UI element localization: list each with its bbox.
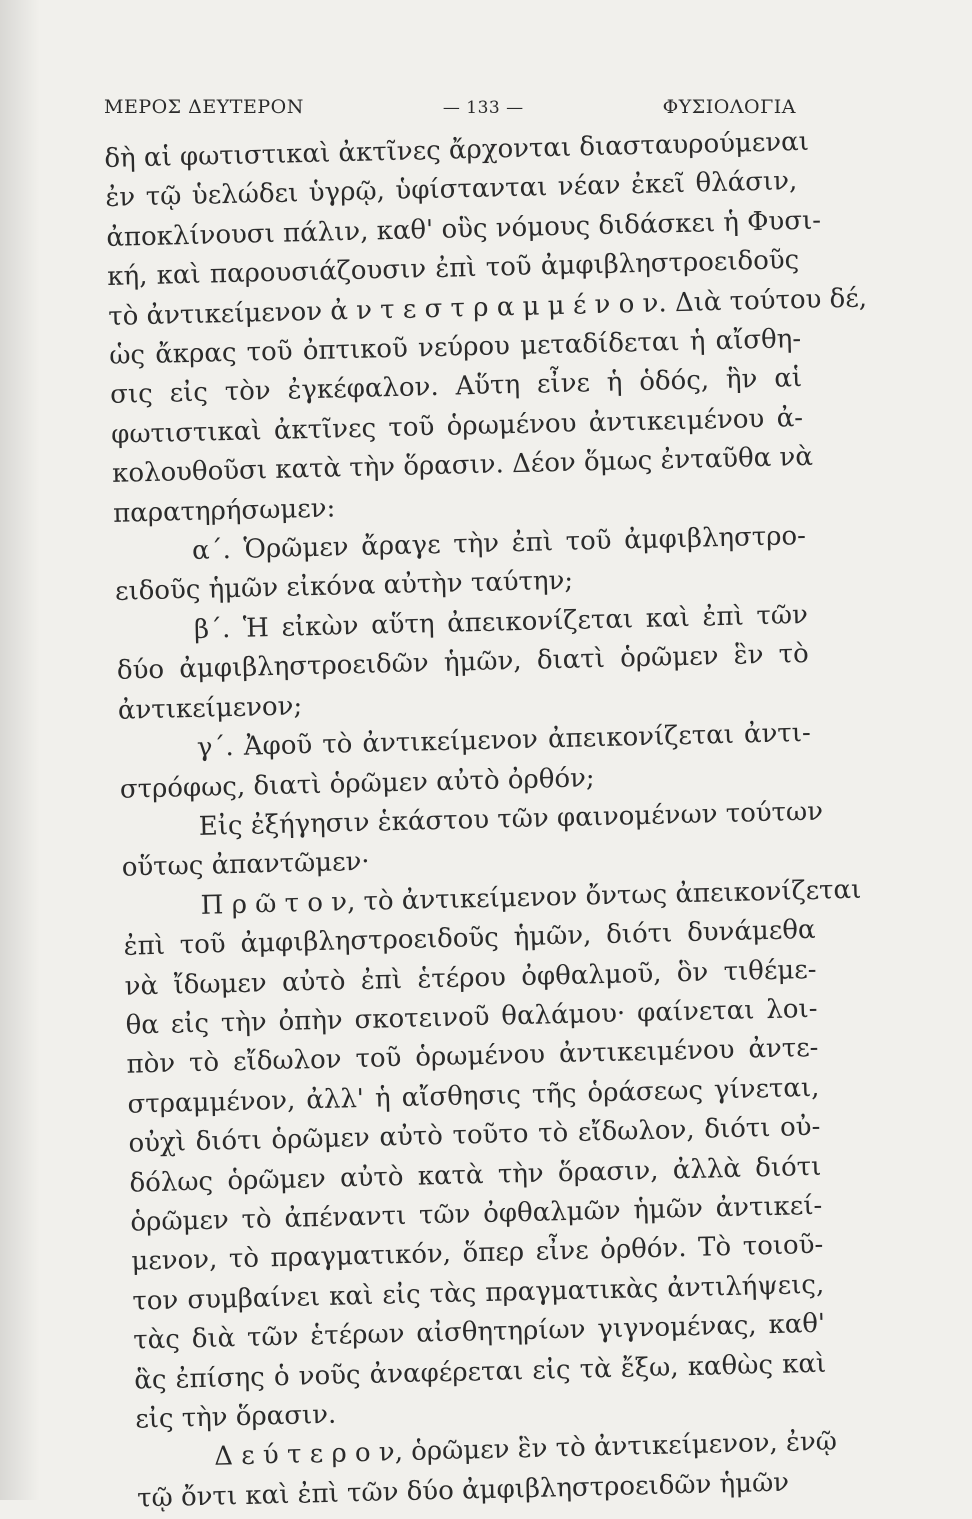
text-line: στραμμένον, ἀλλ' ἡ αἴσθησις τῆς ὁράσεως γίνεται, [127,1072,820,1120]
text-line: νὰ ἴδωμεν αὐτὸ ἐπὶ ἑτέρου ὀφθαλμοῦ, ὃν τιθέμε- [124,954,817,1002]
text-line: β΄. Ἡ εἰκὼν αὕτη ἀπεικονίζεται καὶ ἐπὶ τῶν [193,599,809,645]
text-line: ἐπὶ τοῦ ἀμφιβληστροειδοῦς ἡμῶν, διότι δυνάμεθα [123,914,816,962]
running-header [104,96,796,118]
text-line: κή, καὶ παρουσιάζουσιν ἐπὶ τοῦ ἀμφιβληστροειδοῦς [106,245,800,293]
text-line: οὐχὶ διότι ὁρῶμεν αὐτὸ τοῦτο τὸ εἴδωλον, διότι οὐ- [128,1111,821,1159]
text-line: εἰς τὴν ὅρασιν. [134,1399,337,1435]
text-line: γ΄. Ἀφοῦ τὸ ἀντικείμενον ἀπεικονίζεται ἀντι- [196,718,812,764]
page-body-text [104,123,868,1519]
text-line: ἀποκλίνουσι πάλιν, καθ' οὓς νόμους διδάσκει ἡ Φυσι- [106,205,822,253]
text-line: θα εἰς τὴν ὀπὴν σκοτεινοῦ θαλάμου· φαίνεται λοι- [125,993,818,1041]
text-line: τὰς διὰ τῶν ἑτέρων αἰσθητηρίων γιγνομένας, καθ' [132,1308,826,1356]
text-line: τὸ ἀντικείμενον ἀ ν τ ε σ τ ρ α μ μ έ ν ο ν. Διὰ τούτου δέ, [107,283,868,332]
header-part-title: ΜΕΡΟΣ ΔΕΥΤΕΡΟΝ [104,96,304,118]
text-line: πὸν τὸ εἴδωλον τοῦ ὁρωμένου ἀντικειμένου ἀντε- [126,1033,819,1081]
text-line: ειδοῦς ἡμῶν εἰκόνα αὐτὴν ταύτην; [114,566,574,608]
text-line: δὴ αἱ φωτιστικαὶ ἀκτῖνες ἄρχονται διασταυρούμεναι [104,126,810,174]
text-line: α΄. Ὁρῶμεν ἄραγε τὴν ἐπὶ τοῦ ἀμφιβληστρο- [191,521,807,567]
text-line: ὁρῶμεν τὸ ἀπέναντι τῶν ὀφθαλμῶν ἡμῶν ἀντικεί- [130,1190,823,1238]
text-line: δύο ἀμφιβληστροειδῶν ἡμῶν, διατὶ ὁρῶμεν ἓν τὸ [116,639,810,687]
text-line: τῷ ὄντι καὶ ἐπὶ τῶν δύο ἀμφιβληστροειδῶν ἡμῶν [136,1467,790,1514]
text-line: Π ρ ῶ τ ο ν, τὸ ἀντικείμενον ὄντως ἀπεικονίζεται [200,874,862,921]
text-line: ἐν τῷ ὑελώδει ὑγρῷ, ὑφίστανται νέαν ἐκεῖ θλάσιν, [105,166,798,214]
text-line: Εἰς ἐξήγησιν ἑκάστου τῶν φαινομένων τούτων [198,796,824,842]
text-line: ὡς ἄκρας τοῦ ὀπτικοῦ νεύρου μεταδίδεται ἡ αἴσθη- [108,324,802,371]
text-line: φωτιστικαὶ ἀκτῖνες τοῦ ὁρωμένου ἀντικειμένου ἀ- [110,402,804,450]
text-line: παρατηρήσωμεν: [112,493,336,529]
text-line: σις εἰς τὸν ἐγκέφαλον. Αὕτη εἶνε ἡ ὁδός, ἣν αἱ [109,363,803,411]
text-line: κολουθοῦσι κατὰ τὴν ὅρασιν. Δέον ὅμως ἐνταῦθα νὰ [111,442,814,490]
text-line: στρόφως, διατὶ ὁρῶμεν αὐτὸ ὀρθόν; [119,762,595,805]
text-line: οὕτως ἀπαντῶμεν· [121,847,370,884]
header-section-title: ΦΥΣΙΟΛΟΓΙΑ [662,96,796,118]
text-line: δόλως ὁρῶμεν αὐτὸ κατὰ τὴν ὅρασιν, ἀλλὰ διότι [129,1151,822,1199]
text-line: μενον, τὸ πραγματικόν, ὅπερ εἶνε ὀρθόν. Τὸ τοιοῦ- [131,1230,824,1278]
text-line: ἀντικείμενον; [117,691,303,726]
text-line: Δ ε ύ τ ε ρ ο ν, ὁρῶμεν ἓν τὸ ἀντικείμενον, ἐνῷ [213,1426,838,1473]
text-line: τον συμβαίνει καὶ εἰς τὰς πραγματικὰς ἀντιλήψεις, [132,1269,825,1317]
text-line: ἃς ἐπίσης ὁ νοῦς ἀναφέρεται εἰς τὰ ἔξω, καθὼς καὶ [133,1348,827,1396]
page-number: — 133 — [442,98,524,118]
